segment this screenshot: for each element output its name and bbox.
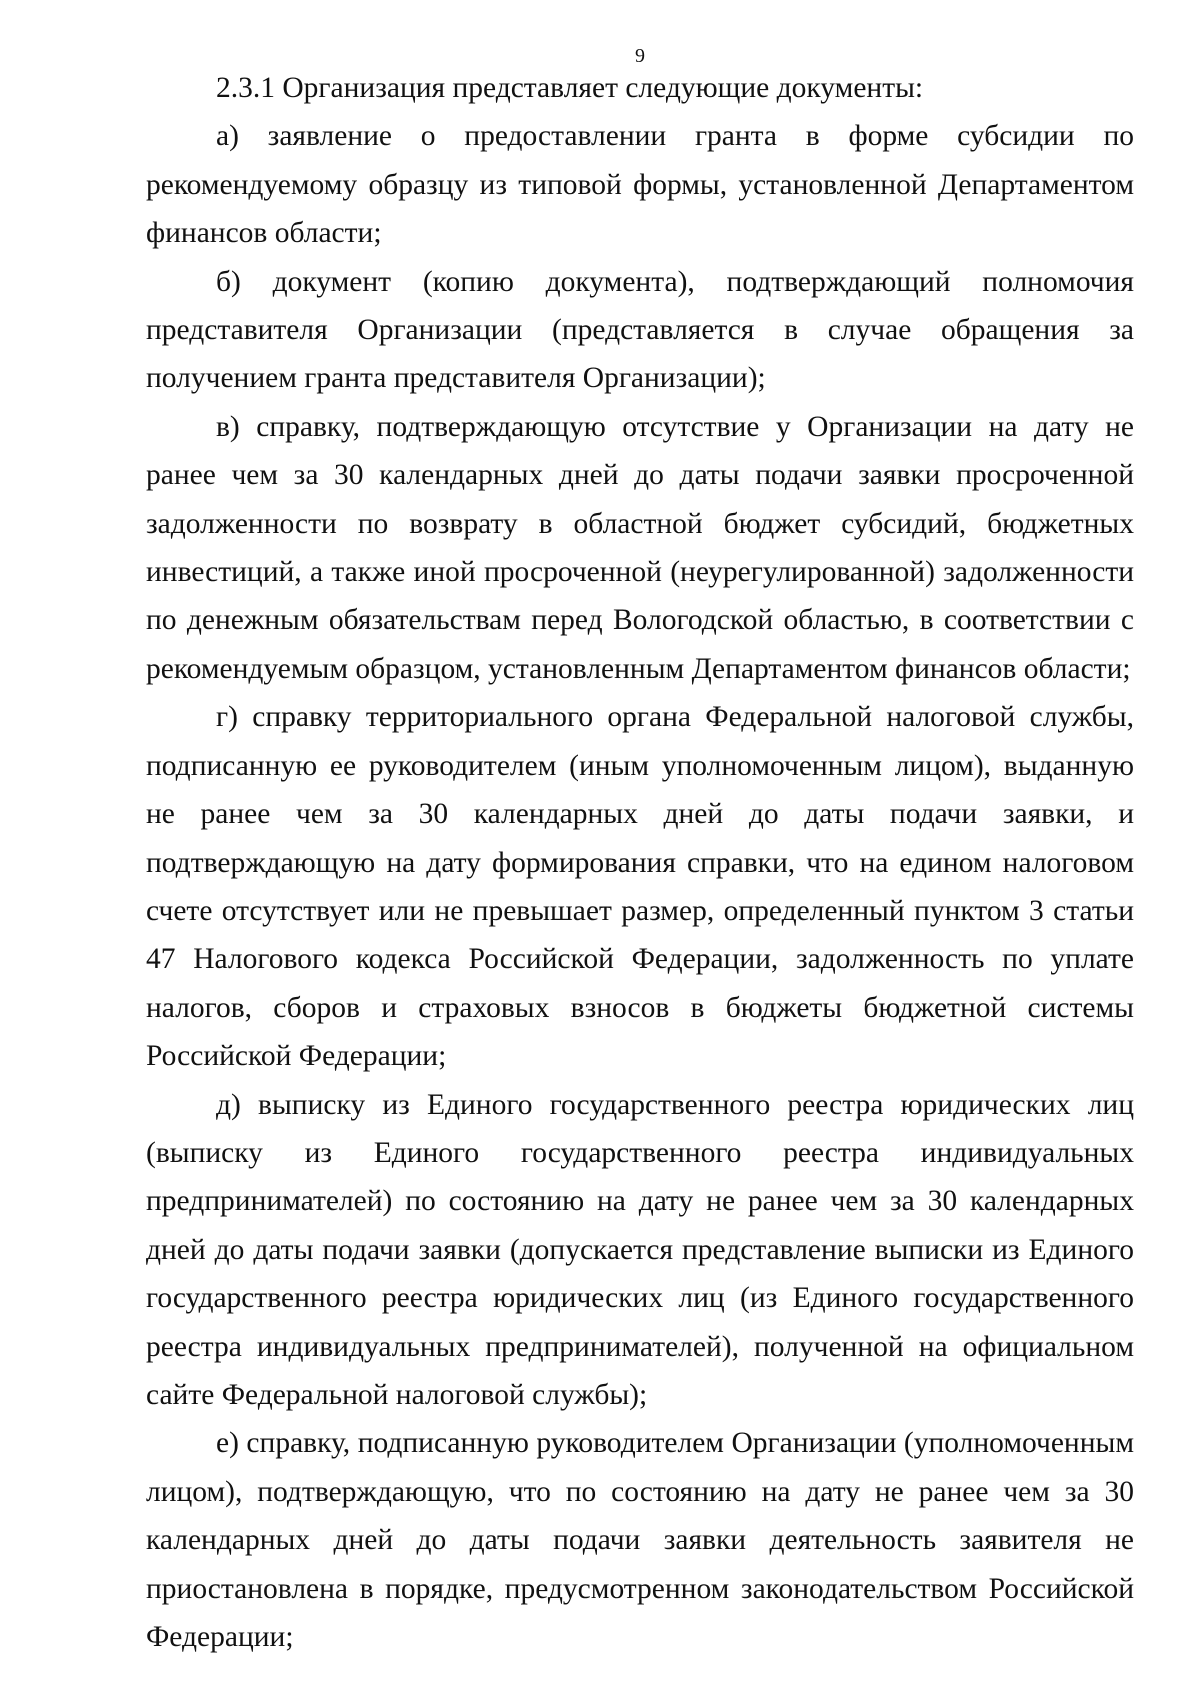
list-item-v: в) справку, подтверждающую отсутствие у Организации на дату не ранее чем за 30 календарных дней до даты подачи заявки просроченной задолженности по возврату в областной бюджет субсидий, бюджетных инвестиций, а также иной просроченной (неурегулированной) задолженности по денежным обязательствам перед Вологодской областью, в соответствии с рекомендуемым образцом, установленным Департаментом финансов области; <box>146 410 1134 685</box>
list-item-b: б) документ (копию документа), подтверждающий полномочия представителя Организации (представляется в случае обращения за получением гранта представителя Организации); <box>146 265 1134 395</box>
list-item-g: г) справку территориального органа Федеральной налоговой службы, подписанную ее руководителем (иным уполномоченным лицом), выданную не ранее чем за 30 календарных дней до даты подачи заявки, и подтверждающую на дату формирования справки, что на едином налоговом счете отсутствует или не превышает размер, определенный пунктом 3 статьи 47 Налогового кодекса Российской Федерации, задолженность по уплате налогов, сборов и страховых взносов в бюджеты бюджетной системы Российской Федерации; <box>146 701 1134 1073</box>
document-body <box>146 64 1134 1661</box>
list-item-a: а) заявление о предоставлении гранта в форме субсидии по рекомендуемому образцу из типовой формы, установленной Департаментом финансов области; <box>146 120 1134 250</box>
list-item-e: е) справку, подписанную руководителем Организации (уполномоченным лицом), подтверждающую, что по состоянию на дату не ранее чем за 30 календарных дней до даты подачи заявки деятельность заявителя не приостановлена в порядке, предусмотренном законодательством Российской Федерации; <box>146 1427 1134 1653</box>
list-item-d: д) выписку из Единого государственного реестра юридических лиц (выписку из Единого государственного реестра индивидуальных предпринимателей) по состоянию на дату не ранее чем за 30 календарных дней до даты подачи заявки (допускается представление выписки из Единого государственного реестра юридических лиц (из Единого государственного реестра индивидуальных предпринимателей), полученной на официальном сайте Федеральной налоговой службы); <box>146 1088 1134 1411</box>
page-number: 9 <box>635 45 645 67</box>
section-intro-paragraph: 2.3.1 Организация представляет следующие документы: <box>216 72 924 104</box>
